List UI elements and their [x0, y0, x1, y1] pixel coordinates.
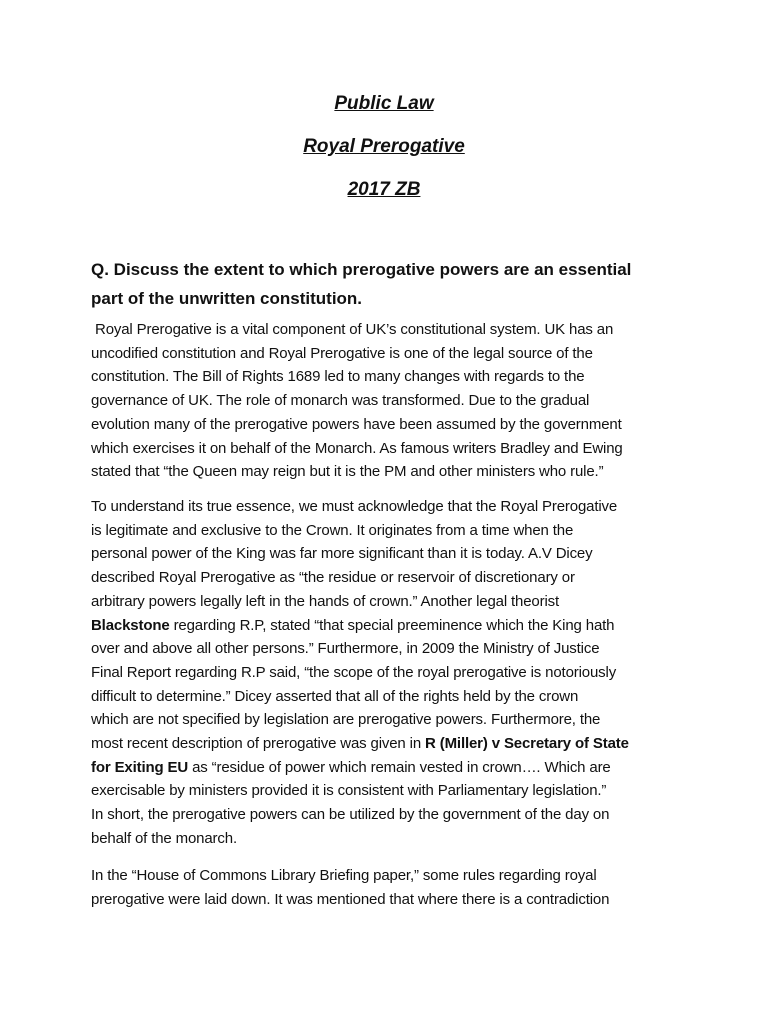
paragraph-line: [91, 756, 691, 780]
paragraph-text: as “residue of power which remain vested in crown…. Which are: [188, 758, 611, 776]
title-topic: Royal Prerogative: [303, 136, 465, 157]
paragraph-line: which exercises it on behalf of the Monarch. As famous writers Bradley and Ewing: [91, 439, 623, 457]
paragraph-line: uncodified constitution and Royal Prerogative is one of the legal source of the: [91, 344, 593, 362]
paragraph-line: stated that “the Queen may reign but it is the PM and other ministers who rule.”: [91, 463, 604, 481]
paragraph-line: is legitimate and exclusive to the Crown. It originates from a time when the: [91, 521, 574, 539]
bold-case-name-cont: for Exiting EU: [91, 758, 189, 776]
paragraph-line: prerogative were laid down. It was mentioned that where there is a contradiction: [91, 890, 610, 908]
title-block: [0, 93, 768, 222]
paragraph-line: In short, the prerogative powers can be utilized by the government of the day on: [91, 806, 610, 824]
paragraph-line: personal power of the King was far more significant than it is today. A.V Dicey: [91, 545, 593, 563]
question-line: Q. Discuss the extent to which prerogative powers are an essential: [91, 260, 632, 279]
paragraph-line: To understand its true essence, we must acknowledge that the Royal Prerogative: [91, 498, 618, 515]
paragraph-line: [91, 614, 691, 638]
paragraph-line: described Royal Prerogative as “the residue or reservoir of discretionary or: [91, 569, 575, 587]
paragraph-line: exercisable by ministers provided it is consistent with Parliamentary legislation.”: [91, 782, 607, 800]
paragraph-line: evolution many of the prerogative powers have been assumed by the government: [91, 415, 622, 433]
paragraph-line: In the “House of Commons Library Briefing paper,” some rules regarding royal: [91, 867, 597, 884]
paragraph-line: difficult to determine.” Dicey asserted that all of the rights held by the crown: [91, 687, 579, 705]
paragraph-line: constitution. The Bill of Rights 1689 led to many changes with regards to the: [91, 368, 585, 386]
paragraph-briefing-paper: [91, 864, 691, 911]
paragraph-text: regarding R.P, stated “that special preeminence which the King hath: [169, 616, 615, 634]
paragraph-line: behalf of the monarch.: [91, 829, 237, 847]
question-line: part of the unwritten constitution.: [91, 289, 363, 308]
paragraph-text: most recent description of prerogative was given in: [91, 735, 426, 753]
paragraph-line: over and above all other persons.” Furthermore, in 2009 the Ministry of Justice: [91, 640, 600, 658]
question-heading: [91, 255, 681, 313]
paragraph-line: Final Report regarding R.P said, “the scope of the royal prerogative is notoriously: [91, 663, 617, 681]
paragraph-line: which are not specified by legislation are prerogative powers. Furthermore, the: [91, 711, 601, 729]
title-subject: Public Law: [334, 93, 434, 114]
bold-name-blackstone: Blackstone: [91, 616, 170, 634]
bold-case-name: R (Miller) v Secretary of State: [425, 735, 629, 753]
paragraph-introduction: [91, 318, 691, 484]
paragraph-line: Royal Prerogative is a vital component of UK’s constitutional system. UK has an: [91, 321, 614, 338]
paragraph-line: arbitrary powers legally left in the hands of crown.” Another legal theorist: [91, 592, 560, 610]
paragraph-line: governance of UK. The role of monarch was transformed. Due to the gradual: [91, 392, 590, 410]
paragraph-line: [91, 732, 691, 756]
paragraph-definitions: [91, 495, 691, 851]
title-exam-code: 2017 ZB: [347, 179, 421, 200]
